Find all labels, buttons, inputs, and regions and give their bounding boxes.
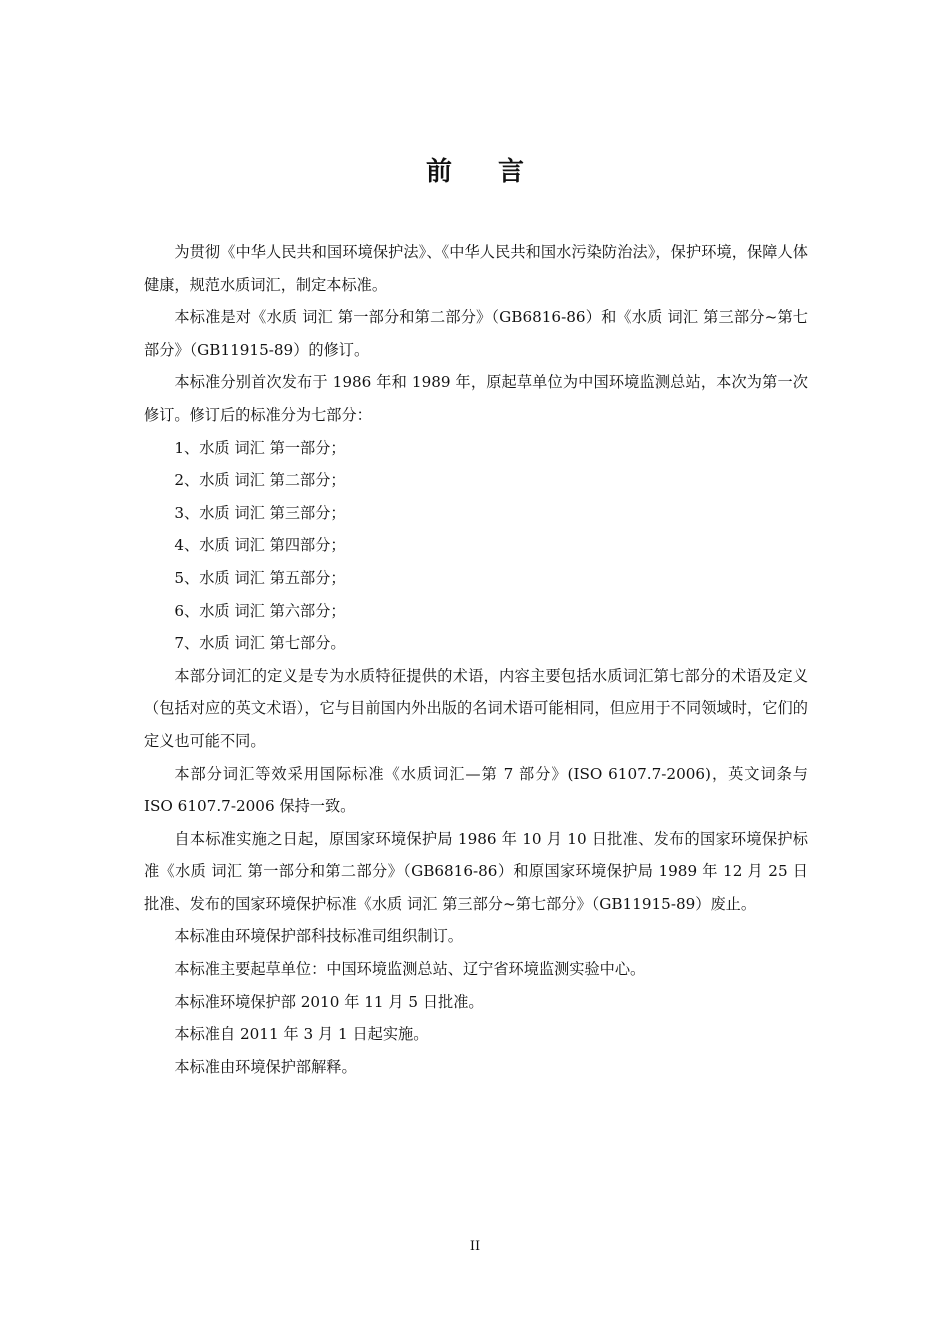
paragraph-organizer: 本标准由环境保护部科技标准司组织制订。	[174, 927, 463, 946]
paragraph-iso-equivalence: 本部分词汇等效采用国际标准《水质词汇—第 7 部分》(ISO 6107.7-2006)，英文词条与 ISO 6107.7-2006 保持一致。	[144, 764, 808, 816]
paragraph-purpose: 为贯彻《中华人民共和国环境保护法》、《中华人民共和国水污染防治法》，保护环境，保障人体健康，规范水质词汇，制定本标准。	[144, 243, 808, 294]
list-item-part-1: 1、水质 词汇 第一部分；	[174, 438, 346, 457]
list-item-part-7: 7、水质 词汇 第七部分。	[174, 634, 346, 653]
list-item-part-3: 3、水质 词汇 第三部分；	[174, 503, 346, 522]
page-number: II	[469, 1239, 481, 1254]
paragraph-interpretation: 本标准由环境保护部解释。	[174, 1057, 357, 1076]
paragraph-definition-scope: 本部分词汇的定义是专为水质特征提供的术语，内容主要包括水质词汇第七部分的术语及定义（包括对应的英文术语），它与目前国内外出版的名词术语可能相同，但应用于不同领域时，它们的定义也可能不同。	[144, 666, 808, 750]
list-item-part-4: 4、水质 词汇 第四部分；	[174, 536, 346, 555]
list-item-part-5: 5、水质 词汇 第五部分；	[174, 568, 346, 587]
page-title: 前言	[425, 157, 570, 187]
paragraph-effective-date: 本标准自 2011 年 3 月 1 日起实施。	[174, 1025, 429, 1044]
paragraph-drafters: 本标准主要起草单位：中国环境监测总站、辽宁省环境监测实验中心。	[174, 960, 646, 979]
paragraph-approval-date: 本标准环境保护部 2010 年 11 月 5 日批准。	[174, 992, 484, 1011]
preface-body	[144, 236, 808, 1083]
paragraph-revision: 本标准是对《水质 词汇 第一部分和第二部分》（GB6816-86）和《水质 词汇 第三部分~第七部分》（GB11915-89）的修订。	[144, 308, 808, 359]
list-item-part-2: 2、水质 词汇 第二部分；	[174, 471, 346, 490]
list-item-part-6: 6、水质 词汇 第六部分；	[174, 601, 346, 620]
paragraph-abolition: 自本标准实施之日起，原国家环境保护局 1986 年 10 月 10 日批准、发布的国家环境保护标准《水质 词汇 第一部分和第二部分》（GB6816-86）和原国家环境保护局 1989 年 12 月 25 日批准、发布的国家环境保护标准《水质 词汇 第三部分~第七部分》（GB11915-89）废止。	[144, 829, 808, 913]
paragraph-history: 本标准分别首次发布于 1986 年和 1989 年，原起草单位为中国环境监测总站，本次为第一次修订。修订后的标准分为七部分：	[144, 373, 808, 424]
